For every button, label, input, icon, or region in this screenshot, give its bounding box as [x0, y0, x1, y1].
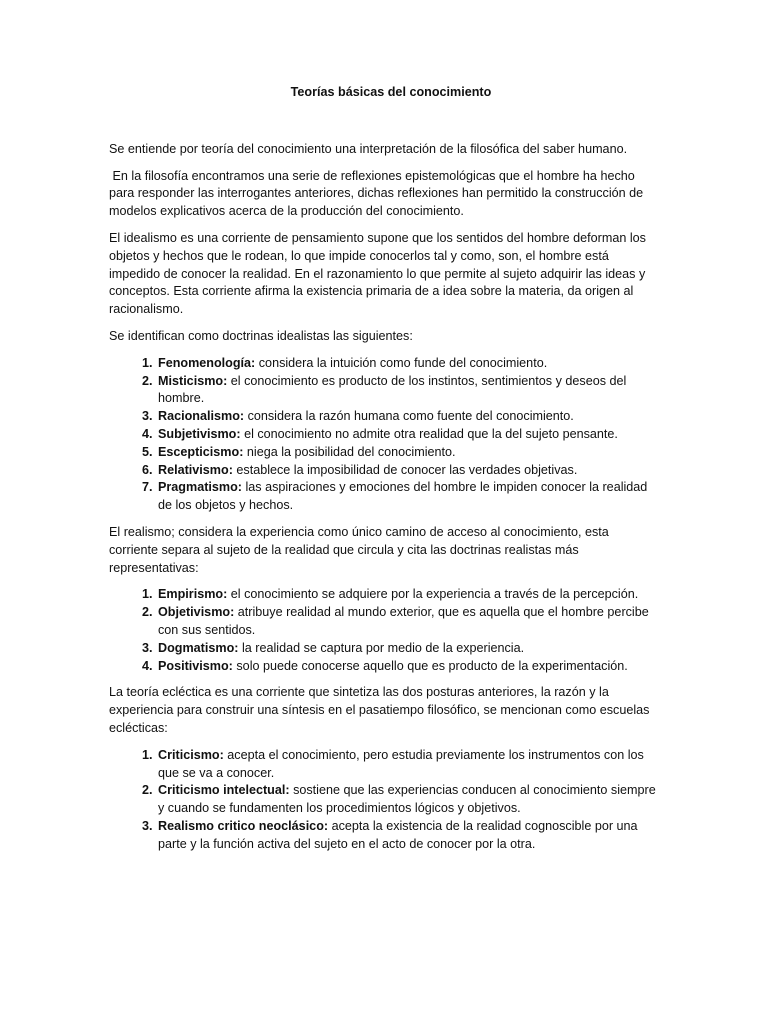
doctrine-term: Criticismo:: [158, 747, 224, 762]
document-title: Teorías básicas del conocimiento: [290, 85, 492, 99]
intro-paragraph: Se entiende por teoría del conocimiento una interpretación de la filosófica del saber humano.: [109, 141, 628, 156]
list-item: [156, 818, 661, 854]
list-item: [156, 373, 661, 409]
doctrine-term: Positivismo:: [158, 658, 233, 673]
eclectic-paragraph: La teoría ecléctica es una corriente que sintetiza las dos posturas anteriores, la razón y la experiencia para construir una síntesis en el pasatiempo filosófico, se mencionan como escuelas eclécticas:: [109, 685, 650, 735]
list-item: [156, 444, 661, 462]
doctrine-term: Relativismo:: [158, 462, 233, 477]
eclectic-schools-list: [109, 747, 661, 854]
doctrine-description: niega la posibilidad del conocimiento.: [243, 444, 456, 459]
doctrine-term: Pragmatismo:: [158, 480, 242, 495]
doctrine-term: Racionalismo:: [158, 409, 245, 424]
list-item: [156, 658, 661, 676]
doctrine-term: Fenomenología:: [158, 355, 256, 370]
doctrine-term: Misticismo:: [158, 373, 228, 388]
realism-paragraph: El realismo; considera la experiencia como único camino de acceso al conocimiento, esta corriente separa al sujeto de la realidad que circula y cita las doctrinas realistas más representativas:: [109, 524, 609, 575]
doctrine-description: sostiene que las experiencias conducen al conocimiento siempre y cuando se fundamenten los procedimientos lógicos y objetivos.: [158, 783, 656, 816]
doctrine-term: Dogmatismo:: [158, 640, 239, 655]
doctrine-description: la realidad se captura por medio de la experiencia.: [238, 640, 525, 655]
doctrine-term: Subjetivismo:: [158, 426, 241, 441]
doctrine-term: Objetivismo:: [158, 605, 235, 620]
philosophy-paragraph: En la filosofía encontramos una serie de reflexiones epistemológicas que el hombre ha hecho para responder las interrogantes anteriores, dichas reflexiones han permitido la construcción de modelos explicativos acerca de la producción del conocimiento.: [109, 168, 647, 219]
doctrine-description: considera la intuición como funde del conocimiento.: [255, 355, 548, 370]
doctrine-description: el conocimiento se adquiere por la experiencia a través de la percepción.: [227, 587, 639, 602]
doctrine-term: Empirismo:: [158, 587, 228, 602]
doctrine-description: considera la razón humana como fuente del conocimiento.: [244, 409, 574, 424]
list-item: [156, 355, 661, 373]
list-item: [156, 408, 661, 426]
idealism-paragraph: El idealismo es una corriente de pensamiento supone que los sentidos del hombre deforman los objetos y hechos que le rodean, lo que impide conocerlos tal y como, son, el hombre está impedido de conocer la realidad. En el razonamiento lo que permite al sujeto adquirir las ideas y conceptos. Esta corriente afirma la existencia primaria de a idea sobre la materia, da origen al racionalismo.: [109, 230, 646, 317]
doctrine-description: el conocimiento es producto de los instintos, sentimientos y deseos del hombre.: [158, 373, 627, 406]
doctrine-description: el conocimiento no admite otra realidad que la del sujeto pensante.: [240, 426, 618, 441]
list-item: [156, 604, 661, 640]
realist-doctrines-list: [109, 586, 661, 675]
doctrine-term: Escepticismo:: [158, 444, 244, 459]
list-item: [156, 640, 661, 658]
list-item: [156, 747, 661, 783]
doctrine-term: Realismo critico neoclásico:: [158, 818, 329, 833]
doctrine-description: solo puede conocerse aquello que es producto de la experimentación.: [232, 658, 628, 673]
document-page: [109, 84, 661, 862]
doctrine-description: establece la imposibilidad de conocer las verdades objetivas.: [232, 462, 578, 477]
doctrine-description: acepta el conocimiento, pero estudia previamente los instrumentos con los que se va a conocer.: [158, 747, 644, 780]
list-item: [156, 586, 661, 604]
doctrine-description: las aspiraciones y emociones del hombre le impiden conocer la realidad de los objetos y hechos.: [158, 480, 648, 513]
idealist-intro: Se identifican como doctrinas idealistas las siguientes:: [109, 328, 413, 343]
list-item: [156, 426, 661, 444]
doctrine-term: Criticismo intelectual:: [158, 783, 290, 798]
list-item: [156, 782, 661, 818]
list-item: [156, 479, 661, 515]
list-item: [156, 462, 661, 480]
doctrine-description: acepta la existencia de la realidad cognoscible por una parte y la función activa del sujeto en el acto de conocer por la otra.: [158, 818, 638, 851]
idealist-doctrines-list: [109, 355, 661, 515]
doctrine-description: atribuye realidad al mundo exterior, que es aquella que el hombre percibe con sus sentidos.: [158, 605, 649, 637]
